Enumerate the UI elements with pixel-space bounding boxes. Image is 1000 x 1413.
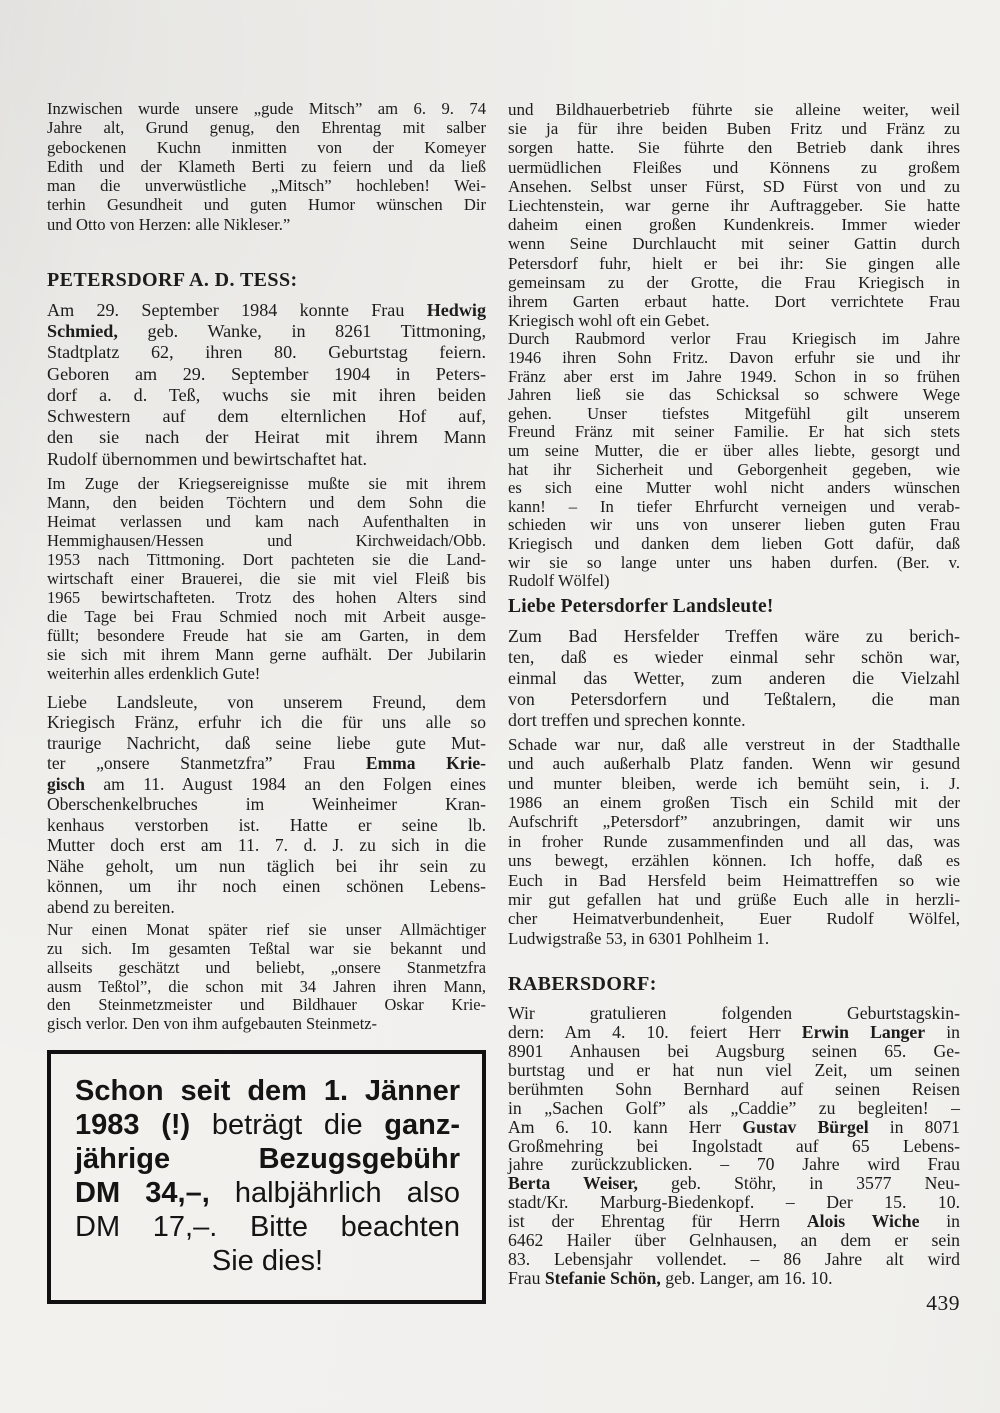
text-line: Rudolf Wölfel) [508, 571, 610, 591]
page-number: 439 [926, 1291, 960, 1315]
text-line: Schade war nur, daß alle verstreut in der Stadthalle [508, 734, 960, 754]
notice-line: DM 34,–, halbjährlich also [75, 1176, 460, 1209]
paragraph [508, 100, 960, 330]
text-line: Wir gratulieren folgenden Geburtstagskin- [508, 1003, 960, 1024]
text-line: Am 29. September 1984 konnte Frau Hedwig [47, 300, 486, 321]
subscription-notice-box [47, 1050, 486, 1304]
text-line: Berta Weiser, geb. Stöhr, in 3577 Neu- [508, 1173, 960, 1194]
text-line: Schmied, geb. Wanke, in 8261 Tittmoning, [47, 321, 486, 342]
text-line: kann! – In tiefer Ehrfurcht verneigen und verab- [508, 496, 960, 516]
text-line: allseits geschätzt und beliebt, „onsere Stanmetzfra [47, 957, 486, 977]
text-line: Nur einen Monat später rief sie unser Allmächtiger [47, 920, 486, 940]
text-line: es sich eine Mutter wohl nicht anders wünschen [508, 478, 960, 498]
text-line: Rudolf übernommen und bewirtschaftet hat. [47, 448, 368, 469]
text-line: 1986 an einem großen Tisch ein Schild mit der [508, 792, 960, 812]
paragraph [47, 99, 486, 234]
text-line: können, um ihr noch einen schönen Lebens- [47, 876, 486, 897]
text-line: traurige Nachricht, daß seine liebe gute Mut- [47, 732, 486, 753]
text-line: zu sich. Im gesamten Teßtal war sie bekannt und [47, 939, 486, 958]
text-line: Geboren am 29. September 1904 in Peters- [47, 363, 486, 384]
text-line: in „Sachen Golf” als „Caddie” zu begleiten! – [508, 1097, 960, 1118]
text-line: Jahren ließ sie das Schicksal so schwere Wege [508, 385, 960, 405]
left-column [47, 99, 486, 1304]
text-line: Mann, den beiden Töchtern und dem Sohn die [47, 492, 486, 512]
text-line: mir gut gefallen hat und grüße Euch alle in herzli- [508, 890, 960, 909]
text-line: den Steinmetzmeister und Bildhauer Oskar Krie- [47, 995, 486, 1015]
paragraph [508, 330, 960, 590]
paragraph [47, 692, 486, 918]
text-line: uermüdlichen Fleißes und Könnens zu großem [508, 157, 960, 177]
text-line: Schwestern auf dem elternlichen Hof auf, [47, 406, 486, 427]
text-line: um seine Mutter, die er über alles liebte, gesorgt und [508, 441, 960, 460]
text-line: ter „onsere Stanmetzfra” Frau Emma Krie- [47, 753, 486, 774]
text-line: sie ja für ihre beiden Buben Fritz und Fränz zu [508, 119, 960, 139]
text-line: Fränz aber erst im Jahre 1949. Schon in so frühen [508, 366, 960, 386]
text-line: Petersdorf fuhr, hielt er bei ihr: Sie gingen alle [508, 253, 960, 273]
text-line: cher Heimatverbundenheit, Euer Rudolf Wölfel, [508, 909, 960, 929]
notice-line: DM 17,–. Bitte beachten [75, 1210, 460, 1243]
section-heading: Liebe Petersdorfer Landsleute! [508, 595, 774, 617]
text-line: 1946 ihren Sohn Fritz. Davon erfuhr sie und ihr [508, 348, 960, 368]
text-line: füllt; besondere Freude hat sie am Garten, in dem [47, 625, 486, 645]
text-line: ist der Ehrentag für Herrn Alois Wiche in [508, 1211, 960, 1232]
text-line: Ansehen. Selbst unser Fürst, SD Fürst von und zu [508, 176, 960, 196]
text-line: Euch in Bad Hersfeld beim Heimattreffen so wie [508, 870, 960, 890]
text-line: sorgen hatte. Sie führte den Betrieb dank ihres [508, 138, 960, 158]
text-line: daheim einen großen Kundenkreis. Immer wieder [508, 215, 960, 235]
text-line: dort treffen und sprechen konnte. [508, 709, 746, 730]
paragraph [508, 1004, 960, 1288]
text-line: und Bildhauerbetrieb führte sie alleine weiter, weil [508, 100, 960, 119]
text-line: gebockenen Kuchn inmitten von der Komeyer [47, 137, 486, 157]
text-line: wenn Seine Durchlaucht mit seiner Gattin durch [508, 234, 960, 254]
paragraph [508, 626, 960, 731]
text-line: in froher Runde zusammenfinden und all das, was [508, 831, 960, 851]
text-line: und auch außerhalb Platz fanden. Wenn wir gesund [508, 754, 960, 774]
text-line: terhin Gesundheit und guten Humor wünschen Dir [47, 195, 486, 215]
paragraph [47, 300, 486, 470]
text-line: uns bewegt, erzählen können. Ich hoffe, daß es [508, 851, 960, 871]
text-line: stadt/Kr. Marburg-Biedenkopf. – Der 15. 10. [508, 1192, 960, 1213]
text-line: abend zu bereiten. [47, 896, 175, 917]
text-line: Im Zuge der Kriegsereignisse mußte sie mit ihrem [47, 473, 486, 493]
text-line: wir sie so lange unter uns haben durfen. (Ber. v. [508, 552, 960, 572]
text-line: Ludwigstraße 53, in 6301 Pohlheim 1. [508, 928, 770, 948]
text-line: sie sich mit ihrem Mann gerne aufhält. Der Jubilarin [47, 644, 486, 664]
text-line: jahre zurückzublicken. – 70 Jahre wird Frau [508, 1154, 960, 1175]
text-line: Hemmighausen/Hessen und Kirchweidach/Obb. [47, 530, 486, 550]
text-line: und munter bleiben, werde ich bemüht sein, i. J. [508, 773, 960, 793]
text-line: einmal das Wetter, zum anderen die Vielzahl [508, 667, 960, 688]
text-line: Zum Bad Hersfelder Treffen wäre zu berich- [508, 625, 960, 646]
text-line: 6462 Hailer über Gelnhausen, an dem er sein [508, 1230, 960, 1251]
text-line: dern: Am 4. 10. feiert Herr Erwin Langer in [508, 1022, 960, 1043]
paragraph [47, 474, 486, 683]
text-line: 1965 bewirtschafteten. Trotz des hohen Alters sind [47, 587, 486, 607]
section-heading: PETERSDORF A. D. TESS: [47, 269, 298, 292]
text-line: Kriegisch wohl oft ein Gebet. [508, 311, 710, 331]
text-line: Jahre alt, Grund genug, den Ehrentag mit salber [47, 118, 486, 138]
text-line: wirtschaft einer Brauerei, die sie mit viel Fleiß bis [47, 568, 486, 588]
text-line: Liebe Landsleute, von unserem Freund, dem [47, 691, 486, 712]
text-line: gehen. Unser tiefstes Mitgefühl gilt unserem [508, 403, 960, 423]
text-line: Großmehring bei Ingolstadt auf 65 Lebens- [508, 1135, 960, 1156]
paragraph [508, 735, 960, 948]
text-line: gemeinsam zu der Grotte, die Frau Kriegisch in [508, 272, 960, 292]
text-line: 8901 Anhausen bei Augsburg seinen 65. Ge- [508, 1041, 960, 1062]
text-line: Kriegisch und danken dem lieben Gott dafür, daß [508, 533, 960, 553]
notice-line: jährige Bezugsgebühr [75, 1142, 460, 1175]
text-line: schieden wir uns von unserer lieben guten Frau [508, 515, 960, 535]
notice-line: Sie dies! [211, 1244, 324, 1277]
notice-line: 1983 (!) beträgt die ganz- [75, 1108, 460, 1141]
notice-line: Schon seit dem 1. Jänner [75, 1074, 460, 1107]
text-line: Freund Fränz mit seiner Familie. Er hat sich stets [508, 422, 960, 442]
text-line: Liechtenstein, war gerne ihr Auftraggeber. Sie hatte [508, 196, 960, 216]
text-line: weiterhin alles erdenklich Gute! [47, 663, 261, 683]
text-line: Durch Raubmord verlor Frau Kriegisch im Jahre [508, 329, 960, 349]
section-heading: RABERSDORF: [508, 973, 657, 996]
text-line: Oberschenkelbruches im Weinheimer Kran- [47, 794, 486, 815]
right-column [508, 100, 960, 1288]
text-line: Aufschrift „Petersdorf” anzubringen, damit wir uns [508, 812, 960, 832]
text-line: ausm Teßtol”, die schon mit 34 Jahren ihren Mann, [47, 976, 486, 996]
text-line: burtstag und er hat nun viel Zeit, um seinen [508, 1059, 960, 1080]
text-line: ihrem Garten erbaut hatte. Dort verrichtete Frau [508, 292, 960, 312]
text-line: Am 6. 10. kann Herr Gustav Bürgel in 8071 [508, 1116, 960, 1137]
text-line: Stadtplatz 62, ihren 80. Geburtstag feiern. [47, 342, 486, 363]
text-line: berühmten Sohn Bernhard auf seinen Reisen [508, 1078, 960, 1099]
text-line: 83. Lebensjahr vollendet. – 86 Jahre alt wird [508, 1249, 960, 1269]
text-line: kenhaus verstorben ist. Hatte er seine lb. [47, 814, 486, 835]
text-line: man die unverwüstliche „Mitsch” hochleben! Wei- [47, 176, 486, 196]
text-line: den sie nach der Heirat mit ihrem Mann [47, 427, 486, 448]
text-line: die Tage bei Frau Schmied noch mit Arbeit ausge- [47, 606, 486, 626]
text-line: Mutter doch erst am 11. 7. d. J. zu sich in die [47, 835, 486, 856]
text-line: hat ihr Sicherheit und Geborgenheit gegeben, wie [508, 459, 960, 479]
text-line: Heimat verlassen und kam nach Aufenthalten in [47, 511, 486, 531]
text-line: Edith und der Klameth Berti zu feiern und da ließ [47, 156, 486, 176]
text-line: Frau Stefanie Schön, geb. Langer, am 16. 10. [508, 1267, 833, 1288]
text-line: Nähe geholt, um nun täglich bei ihr sein zu [47, 855, 486, 876]
text-line: 1953 nach Tittmoning. Dort pachteten sie die Land- [47, 549, 486, 569]
text-line: gisch am 11. August 1984 an den Folgen eines [47, 773, 486, 794]
text-line: gisch verlor. Den von ihm aufgebauten Steinmetz- [47, 1014, 377, 1034]
paragraph [47, 921, 486, 1034]
text-line: Kriegisch Fränz, erfuhr ich die für uns alle so [47, 712, 486, 733]
text-line: dorf a. d. Teß, wuchs sie mit ihren beiden [47, 384, 486, 405]
text-line: und Otto von Herzen: alle Nikleser.” [47, 214, 291, 234]
text-line: von Petersdorfern und Teßtalern, die man [508, 688, 960, 709]
text-line: Inzwischen wurde unsere „gude Mitsch” am 6. 9. 74 [47, 99, 486, 118]
text-line: ten, daß es wieder einmal sehr schön war, [508, 646, 960, 667]
